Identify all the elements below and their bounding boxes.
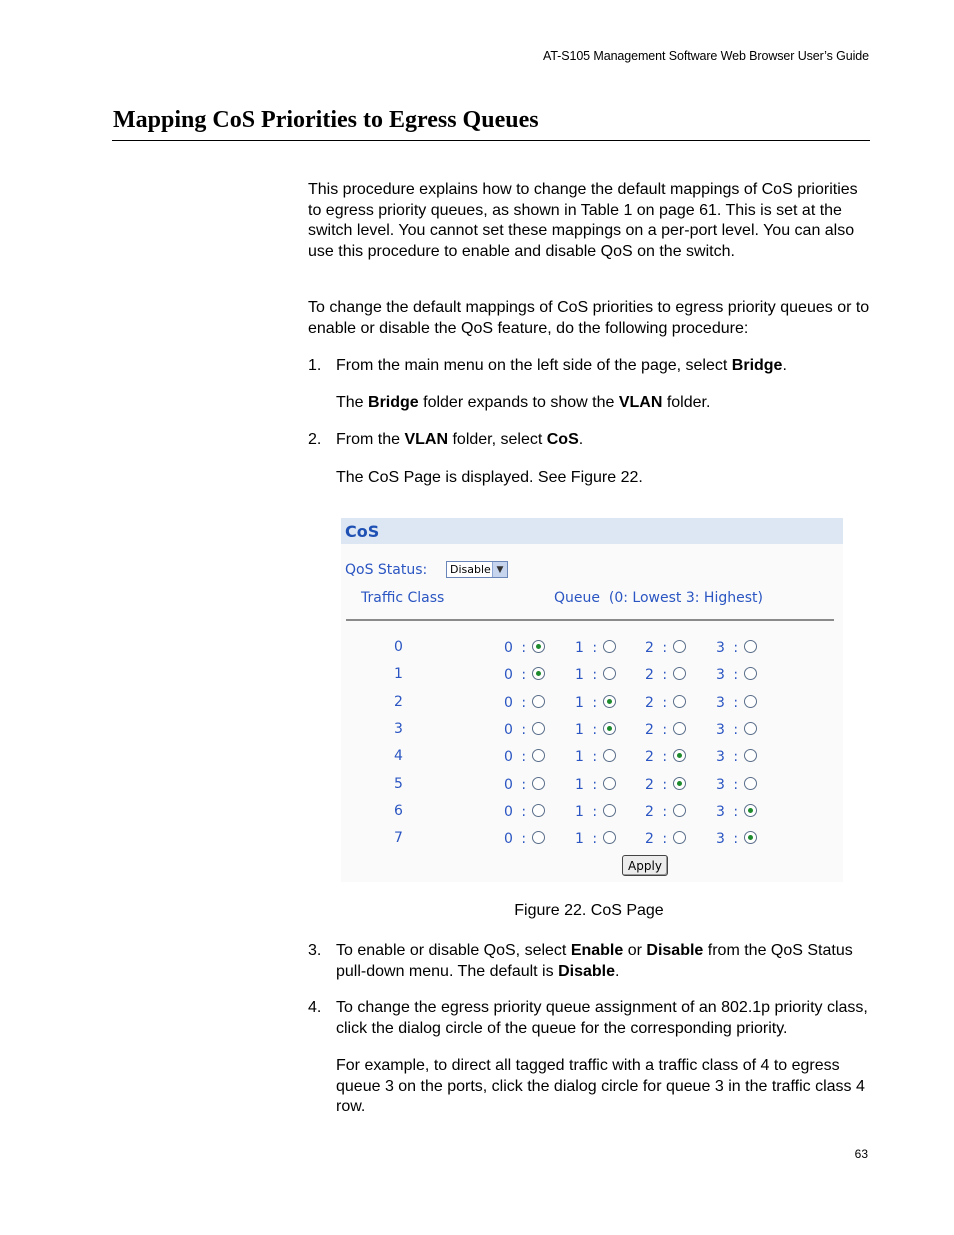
title-rule	[112, 140, 870, 141]
traffic-class-label: 0	[394, 639, 403, 655]
queue-label: 0 :	[504, 776, 529, 793]
queue-label: 0 :	[504, 803, 529, 820]
queue-radio-class-3-queue-0[interactable]	[532, 722, 545, 735]
queue-label: 2 :	[645, 667, 670, 684]
figure-caption: Figure 22. CoS Page	[514, 902, 664, 919]
step-1-result: The Bridge folder expands to show the VLAN folder.	[336, 394, 711, 411]
queue-radio-class-5-queue-2[interactable]	[673, 777, 686, 790]
step-2-text: From the VLAN folder, select CoS.	[336, 431, 584, 448]
queue-label: 0 :	[504, 749, 529, 766]
queue-label: 3 :	[716, 667, 741, 684]
lead-in-paragraph: To change the default mappings of CoS priorities to egress priority queues or to enable or disable the QoS feature, do the following procedure:	[308, 299, 870, 337]
step-2-result: The CoS Page is displayed. See Figure 22.	[336, 469, 643, 486]
traffic-class-label: 5	[394, 775, 403, 792]
qos-status-value: Disable	[450, 563, 491, 576]
step-4-example: For example, to direct all tagged traffic with a traffic class of 4 to egress queue 3 on the ports, click the dialog circle for queue 3 in the traffic class 4 row.	[336, 1057, 865, 1115]
step-2-number: 2.	[308, 431, 322, 448]
traffic-class-label: 7	[394, 830, 403, 847]
running-header: AT-S105 Management Software Web Browser User’s Guide	[543, 49, 869, 63]
queue-label: 3 :	[716, 694, 741, 711]
queue-label: 2 :	[645, 749, 670, 766]
header-divider	[346, 619, 834, 621]
queue-radio-class-6-queue-3[interactable]	[744, 804, 757, 817]
queue-label: 2 :	[645, 831, 670, 848]
traffic-class-label: 6	[394, 802, 403, 819]
step-3-number: 3.	[308, 942, 322, 959]
traffic-class-label: 2	[394, 693, 403, 710]
queue-label: 1 :	[575, 694, 600, 711]
queue-label: 3 :	[716, 803, 741, 820]
queue-label: 0 :	[504, 640, 529, 656]
queue-label: 1 :	[575, 749, 600, 766]
queue-radio-class-7-queue-2[interactable]	[673, 831, 686, 844]
queue-label: 0 :	[504, 694, 529, 711]
queue-radio-class-1-queue-0[interactable]	[532, 667, 545, 680]
section-title: Mapping CoS Priorities to Egress Queues	[113, 107, 539, 133]
intro-paragraph: This procedure explains how to change the default mappings of CoS priorities to egress priority queues, as shown in Table 1 on page 61. This is set at the switch level. You cannot set these mappings on a per-port level. You can also use this procedure to enable and disable QoS on the switch.	[308, 181, 858, 260]
queue-radio-class-4-queue-0[interactable]	[532, 749, 545, 762]
queue-label: 3 :	[716, 776, 741, 793]
queue-label: 0 :	[504, 831, 529, 848]
queue-label: 0 :	[504, 667, 529, 684]
queue-radio-class-0-queue-2[interactable]	[673, 640, 686, 653]
queue-radio-class-6-queue-0[interactable]	[532, 804, 545, 817]
queue-radio-class-2-queue-3[interactable]	[744, 695, 757, 708]
cos-titlebar	[341, 518, 843, 544]
queue-radio-class-4-queue-1[interactable]	[603, 749, 616, 762]
queue-radio-class-3-queue-3[interactable]	[744, 722, 757, 735]
queue-label: 1 :	[575, 803, 600, 820]
queue-radio-class-3-queue-1[interactable]	[603, 722, 616, 735]
qos-status-select[interactable]	[446, 561, 508, 578]
queue-label: 3 :	[716, 749, 741, 766]
queue-label: 3 :	[716, 831, 741, 848]
queue-radio-class-4-queue-3[interactable]	[744, 749, 757, 762]
queue-label: 2 :	[645, 721, 670, 738]
queue-radio-class-5-queue-1[interactable]	[603, 777, 616, 790]
queue-radio-class-5-queue-3[interactable]	[744, 777, 757, 790]
page-number: 63	[854, 1147, 868, 1161]
queue-radio-class-1-queue-3[interactable]	[744, 667, 757, 680]
qos-status-label: QoS Status:	[345, 562, 428, 578]
step-4-text: To change the egress priority queue assignment of an 802.1p priority class, click the dialog circle of the queue for the corresponding priority.	[336, 999, 868, 1037]
queue-label: 1 :	[575, 667, 600, 684]
traffic-class-label: 1	[394, 666, 403, 683]
apply-button[interactable]: Apply	[622, 855, 668, 876]
queue-radio-class-2-queue-2[interactable]	[673, 695, 686, 708]
queue-label: 2 :	[645, 694, 670, 711]
traffic-class-label: 3	[394, 720, 403, 737]
queue-radio-class-6-queue-2[interactable]	[673, 804, 686, 817]
queue-radio-class-5-queue-0[interactable]	[532, 777, 545, 790]
queue-radio-class-7-queue-0[interactable]	[532, 831, 545, 844]
traffic-class-label: 4	[394, 748, 403, 765]
queue-radio-class-7-queue-1[interactable]	[603, 831, 616, 844]
queue-label: 1 :	[575, 640, 600, 656]
queue-radio-class-2-queue-0[interactable]	[532, 695, 545, 708]
queue-label: 0 :	[504, 721, 529, 738]
queue-label: 2 :	[645, 803, 670, 820]
queue-label: 1 :	[575, 831, 600, 848]
queue-label: 1 :	[575, 776, 600, 793]
queue-label: 2 :	[645, 640, 670, 656]
step-1-text: From the main menu on the left side of the page, select Bridge.	[336, 357, 787, 374]
step-1-number: 1.	[308, 357, 322, 374]
queue-radio-class-6-queue-1[interactable]	[603, 804, 616, 817]
queue-label: 3 :	[716, 721, 741, 738]
queue-radio-class-0-queue-1[interactable]	[603, 640, 616, 653]
step-4-number: 4.	[308, 999, 322, 1016]
chevron-down-icon[interactable]: ▼	[492, 562, 507, 577]
queue-label: 2 :	[645, 776, 670, 793]
queue-radio-class-1-queue-1[interactable]	[603, 667, 616, 680]
queue-radio-class-1-queue-2[interactable]	[673, 667, 686, 680]
queue-radio-class-4-queue-2[interactable]	[673, 749, 686, 762]
queue-radio-class-7-queue-3[interactable]	[744, 831, 757, 844]
queue-radio-class-0-queue-0[interactable]	[532, 640, 545, 653]
queue-header: Queue (0: Lowest 3: Highest)	[554, 590, 763, 606]
queue-label: 1 :	[575, 721, 600, 738]
cos-title: CoS	[345, 522, 380, 541]
queue-label: 3 :	[716, 640, 741, 656]
step-3-text: To enable or disable QoS, select Enable or Disable from the QoS Status pull-down menu. The default is Disable.	[336, 942, 853, 980]
traffic-class-header: Traffic Class	[361, 590, 445, 606]
cos-page-figure	[341, 518, 843, 882]
queue-radio-class-3-queue-2[interactable]	[673, 722, 686, 735]
queue-radio-class-0-queue-3[interactable]	[744, 640, 757, 653]
queue-radio-class-2-queue-1[interactable]	[603, 695, 616, 708]
